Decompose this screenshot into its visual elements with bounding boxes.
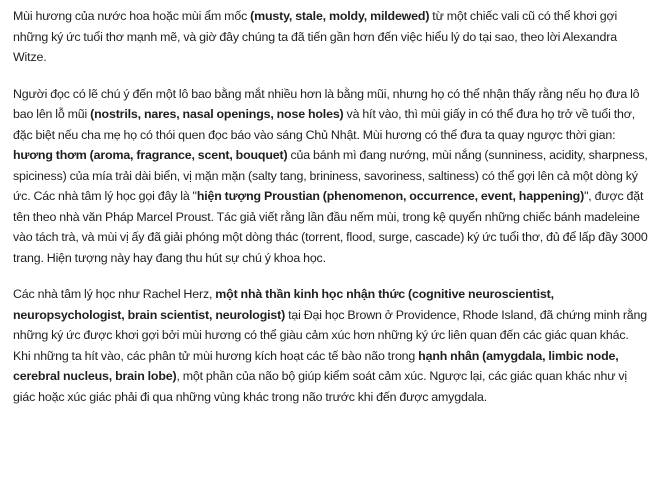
text-run: tại Đại học Brown ở Providence, Rhode Island, đã chứng minh rằng những ký ức được khơi gợi bởi mùi hương có thể giàu cảm xúc hơn những ký ức liên quan đến các giác quan khác. Khi những ta hít vào, các phân tử mùi hương kích hoạt các tế bào não trong [13,307,648,363]
bold-term: hiện tượng Proustian (phenomenon, occurrence, event, happening) [196,189,585,203]
text-run: Người đọc có lẽ chú ý đến một lô bao bằng mắt nhiều hơn là bằng mũi, nhưng họ có thể nhận thấy rằng nếu họ đưa lô bao lên lỗ mũi [13,86,640,121]
text-run: Mùi hương của nước hoa hoặc mùi ẩm mốc [13,9,251,23]
paragraph-amygdala [13,284,649,407]
bold-term: hương thơm (aroma, fragrance, scent, bouquet) [13,148,288,162]
text-run: và hít vào, thì mùi giấy in có thể đưa họ trở về tuổi thơ, đặc biệt nếu cha mẹ họ có thói quen đọc báo vào sáng Chủ Nhật. Mùi hương có thể đưa ta quay ngược thời gian: [13,107,636,142]
bold-term: (nostrils, nares, nasal openings, nose holes) [90,107,344,121]
text-run: từ một chiếc vali cũ có thể khơi gợi những ký ức tuổi thơ mạnh mẽ, và giờ đây chúng ta đã tiến gần hơn đến việc hiểu lý do tại sao, theo lời Alexandra Witze. [13,9,618,64]
paragraph-proustian [13,84,649,269]
text-run: của bánh mì đang nướng, mùi nắng (sunniness, acidity, sharpness, spiciness) của mía trải dài biển, vị mặn mặn (salty tang, brininess, savoriness, saltiness) có thể gợi lên cả một dòng ký ức. Các nhà tâm lý học gọi đây là " [13,148,648,203]
text-run: ", được đặt tên theo nhà văn Pháp Marcel Proust. Tác giả viết rằng lần đầu nếm mùi, trong kệ quyển những chiếc bánh madeleine vào tách trà, và mùi vị ấy đã giải phóng một dòng thác (torrent, flood, surge, cascade) ký ức tuổi thơ, đủ để lấp đầy 3000 trang. Hiện tượng này hay đang thu hút sự chú ý khoa học. [13,189,648,265]
bold-term: hạnh nhân (amygdala, limbic node, cerebral nucleus, brain lobe) [13,348,619,383]
bold-term: (musty, stale, moldy, mildewed) [250,9,430,23]
paragraph-intro [13,6,649,68]
bold-term: một nhà thần kinh học nhận thức (cognitive neuroscientist, neuropsychologist, brain scientist, neurologist) [13,287,554,322]
text-run: Các nhà tâm lý học như Rachel Herz, [13,287,216,301]
text-run: , một phần của não bộ giúp kiểm soát cảm xúc. Ngược lại, các giác quan khác như vị giác hoặc xúc giác phải đi qua những vùng khác trong não trước khi đến được amygdala. [13,369,628,404]
